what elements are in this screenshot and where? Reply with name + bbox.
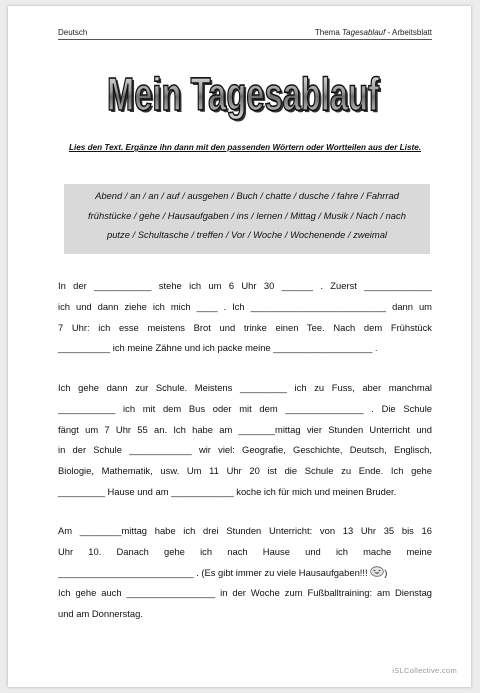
header-subject: Deutsch [58,28,88,37]
text-line [58,563,432,584]
text-line: fängt um 7 Uhr 55 an. Ich habe am _______mittag vier Stunden Unterricht und [58,423,432,435]
header-topic-italic: Tagesablauf [342,28,386,37]
text-line: In der ___________ stehe ich um 6 Uhr 30 ______ . Zuerst _____________ [58,280,432,291]
worksheet-title [98,62,388,126]
footer-watermark: iSLCollective.com [392,666,457,675]
text-line: _________ Hause und am ____________ koche ich für mich und meinen Bruder. [58,485,397,497]
text-line: Uhr 10. Danach gehe ich nach Hause und ich mache meine [58,545,432,557]
worksheet-page [8,6,471,687]
text-line: ich und dann ziehe ich mich ____ . Ich __________________________ dann um [58,300,432,312]
text-line-part: ) [384,566,388,578]
text-line: __________ ich meine Zähne und ich packe meine ___________________ . [58,342,378,354]
title-shadow: Mein Tagesablauf [109,70,382,122]
word-list-line: Abend / an / an / auf / ausgehen / Buch / chatte / dusche / fahre / Fahrrad [95,190,399,201]
word-list-line: frühstücke / gehe / Hausaufgaben / ins / lernen / Mittag / Musik / Nach / nach [88,209,406,221]
paragraph-school [58,378,432,503]
text-line: ___________ ich mit dem Bus oder mit dem _______________ . Die Schule [58,402,432,414]
paragraph-afternoon [58,521,432,625]
text-line: Biologie, Mathematik, usw. Um 11 Uhr 20 ist die Schule zu Ende. Ich gehe [58,465,432,477]
text-line: 7 Uhr: ich esse meistens Brot und trinke einen Tee. Nach dem Frühstück [58,321,432,333]
laughing-smiley-icon [370,564,384,575]
text-line: Ich gehe dann zur Schule. Meistens _________ ich zu Fuss, aber manchmal [58,382,432,393]
text-line: Am ________mittag habe ich drei Stunden Unterricht: von 13 Uhr 35 bis 16 [58,525,432,536]
title-text: Mein Tagesablauf [107,68,380,120]
paragraph-morning [58,276,432,359]
text-line-part: __________________________ . (Es gibt immer zu viele Hausaufgaben!!! [58,566,368,578]
word-list-box [64,184,430,254]
page-header [58,28,432,40]
instruction-text: Lies den Text. Ergänze ihn dann mit den passenden Wörtern oder Wortteilen aus der Liste. [68,143,422,152]
header-topic [315,28,432,37]
header-topic-prefix: Thema [314,28,343,37]
text-line: in der Schule ____________ wir viel: Geografie, Geschichte, Deutsch, Englisch, [58,444,432,456]
text-line: und am Donnerstag. [58,608,143,620]
text-line: Ich gehe auch _________________ in der Woche zum Fußballtraining: am Dienstag [58,587,432,599]
header-topic-suffix: - Arbeitsblatt [385,28,432,37]
word-list-line: putze / Schultasche / treffen / Vor / Woche / Wochenende / zweimal [107,229,387,240]
